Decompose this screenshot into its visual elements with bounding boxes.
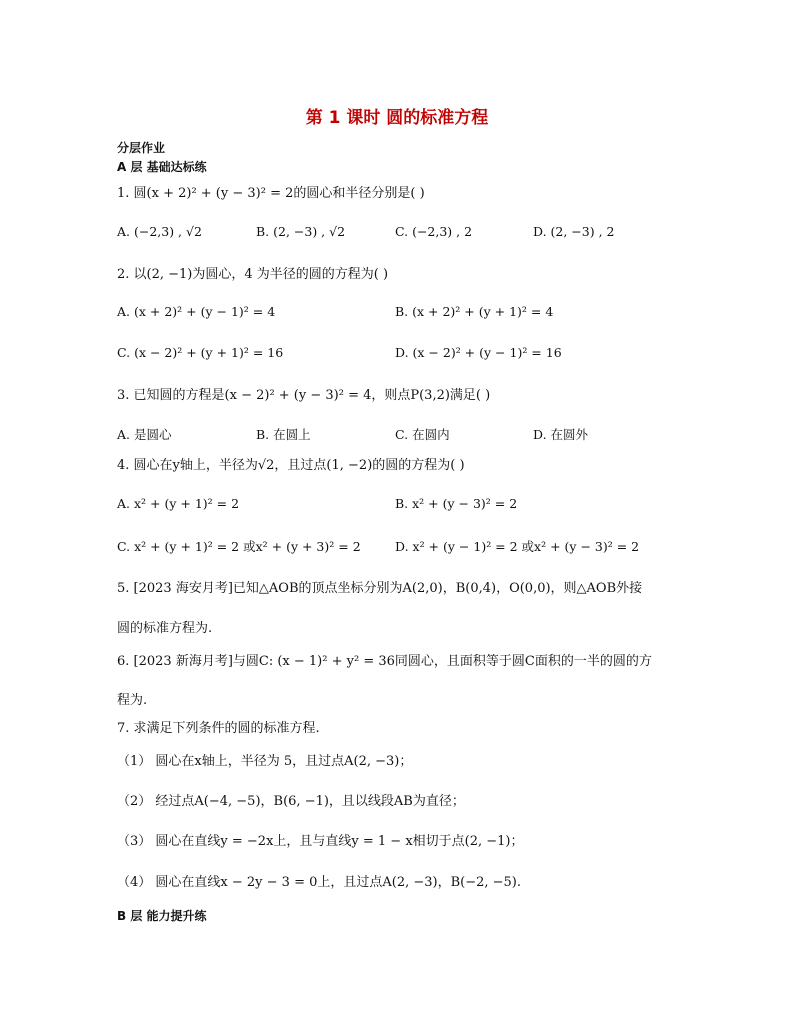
page-title: 第 1 课时 圆的标准方程 (305, 108, 489, 128)
q4-option-a: A. x² + (y + 1)² = 2 (117, 496, 240, 511)
q7-part-1: （1） 圆心在x轴上，半径为 5，且过点A(2, −3)； (117, 754, 413, 769)
q1-option-a: A. (−2,3) , √2 (117, 224, 202, 239)
q7-part-2: （2） 经过点A(−4, −5)，B(6, −1)，且以线段AB为直径； (117, 794, 465, 809)
question-5-line-2: 圆的标准方程为. (117, 621, 213, 636)
question-4-stem: 4. 圆心在y轴上，半径为√2，且过点(1, −2)的圆的方程为( ) (117, 458, 465, 473)
q1-option-c: C. (−2,3) , 2 (395, 224, 473, 239)
section-heading: 分层作业 (117, 141, 166, 155)
q2-option-a: A. (x + 2)² + (y − 1)² = 4 (117, 304, 276, 319)
question-7-stem: 7. 求满足下列条件的圆的标准方程. (117, 721, 320, 736)
q4-option-d: D. x² + (y − 1)² = 2 或x² + (y − 3)² = 2 (395, 539, 640, 554)
q3-option-b: B. 在圆上 (256, 427, 311, 442)
q2-option-c: C. (x − 2)² + (y + 1)² = 16 (117, 345, 284, 360)
layer-a-heading: A 层 基础达标练 (117, 160, 207, 174)
q3-option-a: A. 是圆心 (117, 427, 172, 442)
q7-part-3: （3） 圆心在直线y = −2x上，且与直线y = 1 − x相切于点(2, −1)； (117, 834, 524, 849)
question-2-stem: 2. 以(2, −1)为圆心，4 为半径的圆的方程为( ) (117, 267, 389, 282)
q7-part-4: （4） 圆心在直线x − 2y − 3 = 0上，且过点A(2, −3)，B(−2, −5). (117, 875, 522, 890)
question-6-line-1: 6. [2023 新海月考]与圆C: (x − 1)² + y² = 36同圆心，且面积等于圆C面积的一半的圆的方 (117, 654, 652, 669)
q4-option-c: C. x² + (y + 1)² = 2 或x² + (y + 3)² = 2 (117, 539, 361, 554)
question-5-line-1: 5. [2023 海安月考]已知△AOB的顶点坐标分别为A(2,0)，B(0,4)，O(0,0)，则△AOB外接 (117, 581, 643, 596)
layer-b-heading: B 层 能力提升练 (117, 909, 207, 923)
q1-option-b: B. (2, −3) , √2 (256, 224, 346, 239)
question-3-stem: 3. 已知圆的方程是(x − 2)² + (y − 3)² = 4，则点P(3,2)满足( ) (117, 388, 491, 403)
q3-option-c: C. 在圆内 (395, 427, 450, 442)
q2-option-b: B. (x + 2)² + (y + 1)² = 4 (395, 304, 554, 319)
q4-option-b: B. x² + (y − 3)² = 2 (395, 496, 518, 511)
question-1-stem: 1. 圆(x + 2)² + (y − 3)² = 2的圆心和半径分别是( ) (117, 186, 425, 201)
q3-option-d: D. 在圆外 (533, 427, 589, 442)
q1-option-d: D. (2, −3) , 2 (533, 224, 615, 239)
q2-option-d: D. (x − 2)² + (y − 1)² = 16 (395, 345, 562, 360)
question-6-line-2: 程为. (117, 693, 148, 708)
